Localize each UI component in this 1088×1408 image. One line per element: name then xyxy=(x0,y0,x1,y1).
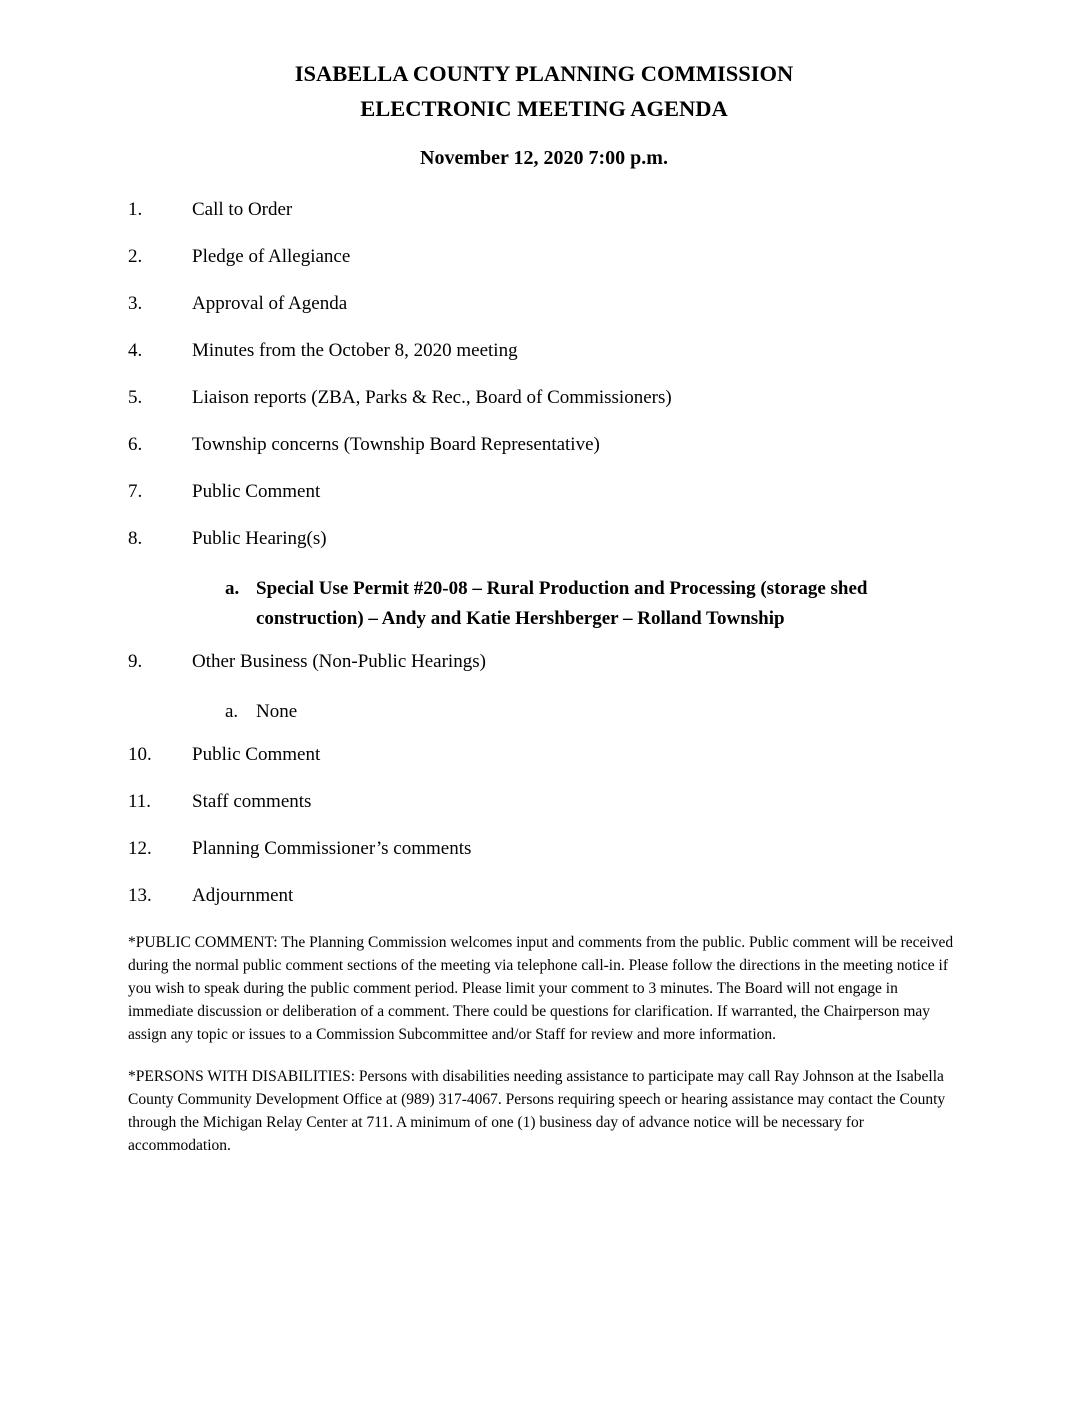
agenda-item-7 xyxy=(128,480,960,504)
agenda-item-text: Liaison reports (ZBA, Parks & Rec., Board of Commissioners) xyxy=(192,387,672,408)
agenda-item-text: Call to Order xyxy=(192,199,293,220)
agenda-item-1 xyxy=(128,198,960,222)
agenda-item-text: Other Business (Non-Public Hearings) xyxy=(192,651,486,672)
agenda-item-number: 5. xyxy=(128,387,143,408)
agenda-item-10 xyxy=(128,743,960,767)
agenda-item-number: 3. xyxy=(128,293,143,314)
agenda-item-4 xyxy=(128,339,960,363)
agenda-list xyxy=(128,198,960,908)
agenda-subitem-text: None xyxy=(256,701,298,722)
agenda-item-number: 12. xyxy=(128,838,152,859)
agenda-item-number: 8. xyxy=(128,528,143,549)
agenda-item-text: Minutes from the October 8, 2020 meeting xyxy=(192,340,518,361)
agenda-subitem-9a xyxy=(225,697,895,727)
agenda-subitem-8a xyxy=(225,574,895,634)
meeting-datetime: November 12, 2020 7:00 p.m. xyxy=(420,147,668,169)
agenda-item-number: 10. xyxy=(128,744,152,765)
agenda-item-number: 7. xyxy=(128,481,143,502)
title-line-1: ISABELLA COUNTY PLANNING COMMISSION xyxy=(294,61,794,86)
agenda-item-text: Public Comment xyxy=(192,481,321,502)
agenda-item-text: Township concerns (Township Board Representative) xyxy=(192,434,600,455)
agenda-item-number: 1. xyxy=(128,199,143,220)
agenda-item-2 xyxy=(128,245,960,269)
agenda-item-text: Planning Commissioner’s comments xyxy=(192,838,472,859)
agenda-item-13 xyxy=(128,884,960,908)
footnote-public-comment: *PUBLIC COMMENT: The Planning Commission welcomes input and comments from the public. Public comment will be received during the normal public comment sections of the meeting via telephone call-in. Please follow the directions in the meeting notice if you wish to speak during the public comment period. Please limit your comment to 3 minutes. The Board will not engage in immediate discussion or deliberation of a comment. There could be questions for clarification. If warranted, the Chairperson may assign any topic or issues to a Commission Subcommittee and/or Staff for review and more information. xyxy=(128,934,954,1043)
agenda-item-12 xyxy=(128,837,960,861)
agenda-item-text: Approval of Agenda xyxy=(192,293,348,314)
document-title xyxy=(128,56,960,126)
agenda-item-number: 2. xyxy=(128,246,143,267)
agenda-item-3 xyxy=(128,292,960,316)
agenda-item-number: 9. xyxy=(128,651,143,672)
agenda-item-6 xyxy=(128,433,960,457)
agenda-item-text: Public Hearing(s) xyxy=(192,528,327,549)
agenda-item-number: 4. xyxy=(128,340,143,361)
footnotes-section xyxy=(128,931,963,1157)
title-line-2: ELECTRONIC MEETING AGENDA xyxy=(360,96,728,121)
agenda-item-number: 6. xyxy=(128,434,143,455)
agenda-subitem-letter: a. xyxy=(225,578,240,599)
agenda-item-text: Adjournment xyxy=(192,885,294,906)
agenda-item-number: 11. xyxy=(128,791,152,812)
agenda-item-8 xyxy=(128,527,960,551)
agenda-item-9 xyxy=(128,650,960,674)
agenda-item-text: Public Comment xyxy=(192,744,321,765)
agenda-subitem-letter: a. xyxy=(225,701,239,722)
agenda-item-11 xyxy=(128,790,960,814)
agenda-item-text: Staff comments xyxy=(192,791,312,812)
footnote-persons-with-disabilities: *PERSONS WITH DISABILITIES: Persons with disabilities needing assistance to participate may call Ray Johnson at the Isabella County Community Development Office at (989) 317-4067. Persons requiring speech or hearing assistance may contact the County through the Michigan Relay Center at 711. A minimum of one (1) business day of advance notice will be necessary for accommodation. xyxy=(128,1068,946,1154)
agenda-item-text: Pledge of Allegiance xyxy=(192,246,351,267)
agenda-item-number: 13. xyxy=(128,885,152,906)
agenda-subitem-text: Special Use Permit #20-08 – Rural Production and Processing (storage shed construction) – Andy and Katie Hershberger – Rolland Township xyxy=(256,578,868,629)
agenda-item-5 xyxy=(128,386,960,410)
